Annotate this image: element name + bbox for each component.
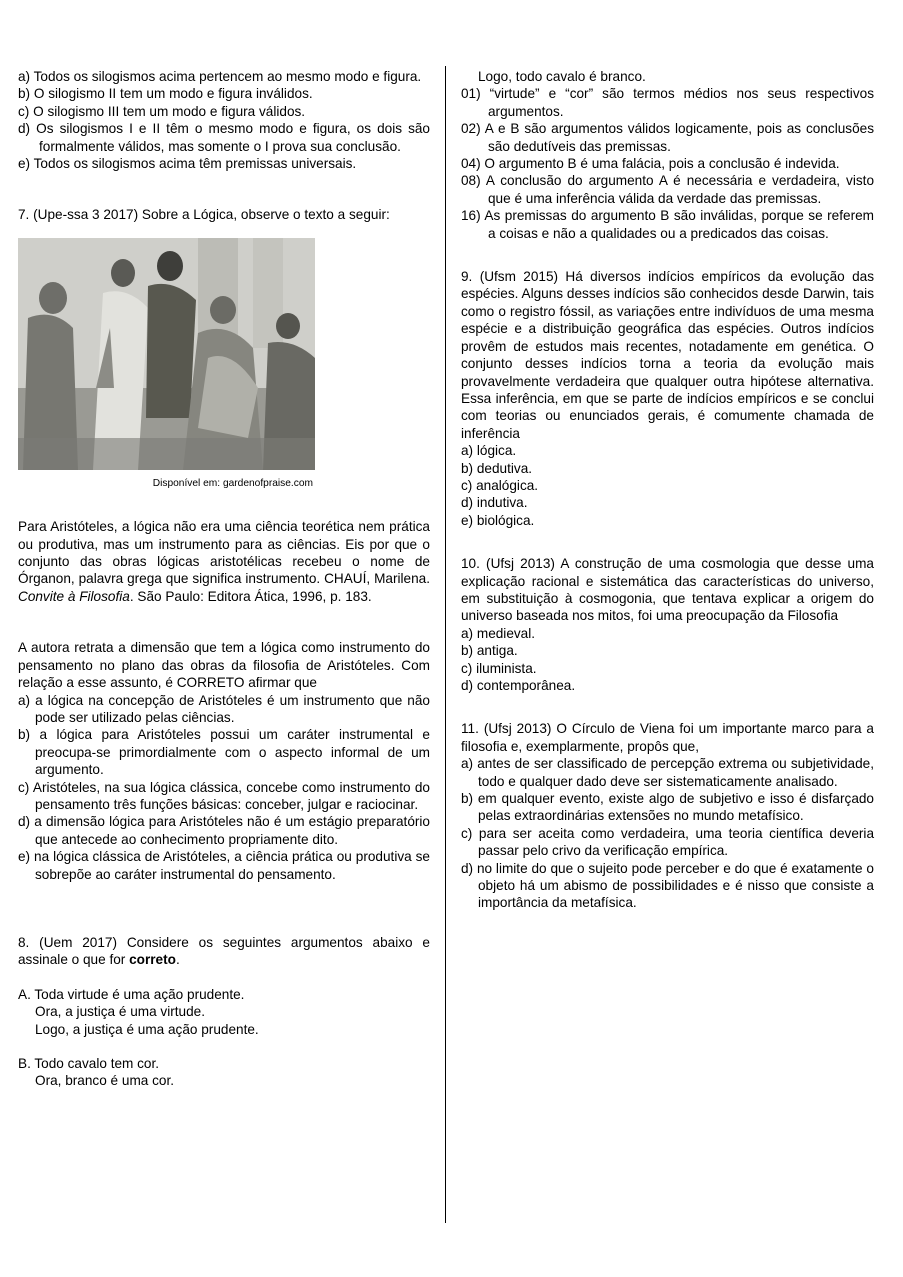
question-9-header: 9. (Ufsm 2015) Há diversos indícios empíricos da evolução das espécies. Alguns desses indícios são conhecidos desde Darwin, tais como o registro fóssil, as variações entre indivíduos de uma mesma espécie e a distribuição geográfica das espécies. Outros indícios provêm de estudos mais recentes, notadamente em genética. O conjunto desses indícios torna a teoria da evolução mais provavelmente verdadeira que qualquer outra hipótese alternativa. Essa inferência, em que se parte de indícios empíricos e se conclui com teorias ou enunciados gerais, é comumente chamada de inferência <box>461 269 874 441</box>
q8-header-text: 8. (Uem 2017) Considere os seguintes argumentos abaixo e assinale o que for <box>18 934 430 968</box>
option-a: a) Todos os silogismos acima pertencem ao mesmo modo e figura. <box>18 69 422 84</box>
argument-b-line-1: B. Todo cavalo tem cor. <box>18 1056 160 1071</box>
q10-option-a: a) medieval. <box>461 625 536 641</box>
q11-option-c: c) para ser aceita como verdadeira, uma teoria científica deveria passar pelo crivo da verificação empírica. <box>461 825 874 859</box>
q9-option-e: e) biológica. <box>461 512 535 528</box>
question-7 <box>18 206 430 883</box>
aristotle-painting-image <box>18 238 315 470</box>
question-8-header <box>18 934 430 969</box>
q7-option-e: e) na lógica clássica de Aristóteles, a ciência prática ou produtiva se sobrepõe ao caráter instrumental do pensamento. <box>18 849 430 882</box>
image-caption: Disponível em: gardenofpraise.com <box>152 477 313 489</box>
quote-body: Para Aristóteles, a lógica não era uma ciência teorética nem prática ou produtiva, mas um instrumento para as ciências. Eis por que o conjunto das obras lógicas aristotélicas recebeu o nome de Órganon, palavra grega que significa instrumento. <box>18 519 430 587</box>
q10-option-b: b) antiga. <box>461 643 518 659</box>
q7-option-b: b) a lógica para Aristóteles possui um caráter instrumental e preocupa-se primordialmente com o aspecto informal de um argumento. <box>18 727 430 778</box>
argument-b-line-2: Ora, branco é uma cor. <box>35 1073 175 1089</box>
q8-header-bold: correto <box>129 952 176 968</box>
question-8-continued <box>461 68 874 242</box>
q9-option-a: a) lógica. <box>461 443 517 459</box>
argument-a-line-2: Ora, a justiça é uma virtude. <box>35 1004 205 1020</box>
q7-option-d: d) a dimensão lógica para Aristóteles não é um estágio preparatório que antecede ao conhecimento propriamente dito. <box>18 814 430 847</box>
option-c: c) O silogismo III tem um modo e figura válidos. <box>18 103 306 119</box>
q7-option-c: c) Aristóteles, na sua lógica clássica, concebe como instrumento do pensamento três funções básicas: conceber, julgar e raciocinar. <box>18 779 430 812</box>
q9-option-b: b) dedutiva. <box>461 460 533 476</box>
q8-header-end: . <box>175 952 180 968</box>
q8-option-16: 16) As premissas do argumento B são inválidas, porque se referem a coisas e não a qualidades ou a predicados das coisas. <box>461 208 874 241</box>
q8-option-01: 01) “virtude” e “cor” são termos médios nos seus respectivos argumentos. <box>461 86 874 119</box>
question-11 <box>461 720 874 911</box>
question-7-stem: A autora retrata a dimensão que tem a lógica como instrumento do pensamento no plano das obras da filosofia de Aristóteles. Com relação a esse assunto, é CORRETO afirmar que <box>18 640 430 691</box>
option-e: e) Todos os silogismos acima têm premissas universais. <box>18 156 357 172</box>
question-10 <box>461 555 874 694</box>
previous-question-options <box>18 68 430 172</box>
citation-author: CHAUÍ, Marilena. <box>324 571 430 587</box>
question-10-header: 10. (Ufsj 2013) A construção de uma cosmologia que desse uma explicação racional e sistemática das características do universo, em substituição à cosmogonia, que tentava explicar a origem do universo baseada nos mitos, foi uma preocupação da Filosofia <box>461 556 874 624</box>
q10-option-c: c) iluminista. <box>461 660 537 676</box>
option-b: b) O silogismo II tem um modo e figura inválidos. <box>18 86 313 102</box>
column-divider <box>445 66 446 1223</box>
citation-rest: . São Paulo: Editora Ática, 1996, p. 183. <box>129 588 372 604</box>
q8-option-04: 04) O argumento B é uma falácia, pois a conclusão é indevida. <box>461 156 840 172</box>
question-8 <box>18 934 430 1090</box>
q10-option-d: d) contemporânea. <box>461 678 576 693</box>
option-d: d) Os silogismos I e II têm o mesmo modo e figura, os dois são formalmente válidos, mas somente o I prova sua conclusão. <box>18 121 430 154</box>
citation-title: Convite à Filosofia <box>18 588 130 604</box>
q11-option-d: d) no limite do que o sujeito pode perceber e do que é exatamente o objeto há um abismo de possibilidades e é nisso que consiste a importância da metafísica. <box>461 860 874 911</box>
painting-illustration <box>18 238 315 470</box>
q7-option-a: a) a lógica na concepção de Aristóteles é um instrumento que não pode ser utilizado pelas ciências. <box>18 692 430 725</box>
question-9 <box>461 268 874 529</box>
q9-option-c: c) analógica. <box>461 477 539 493</box>
q8-option-08: 08) A conclusão do argumento A é necessária e verdadeira, visto que é uma inferência válida da verdade das premissas. <box>461 173 874 206</box>
argument-b-line-3: Logo, todo cavalo é branco. <box>478 69 646 84</box>
q9-option-d: d) indutiva. <box>461 495 528 511</box>
question-11-header: 11. (Ufsj 2013) O Círculo de Viena foi um importante marco para a filosofia e, exemplarmente, propôs que, <box>461 721 874 754</box>
painting-figure <box>18 238 315 492</box>
q11-option-b: b) em qualquer evento, existe algo de subjetivo e isso é disfarçado pelas extraordinárias extensões no mundo metafísico. <box>461 791 874 824</box>
argument-a-line-1: A. Toda virtude é uma ação prudente. <box>18 986 245 1002</box>
right-column <box>461 68 874 912</box>
argument-a-line-3: Logo, a justiça é uma ação prudente. <box>35 1021 259 1037</box>
left-column <box>18 68 430 1090</box>
question-7-header: 7. (Upe-ssa 3 2017) Sobre a Lógica, observe o texto a seguir: <box>18 207 390 223</box>
q8-option-02: 02) A e B são argumentos válidos logicamente, pois as conclusões são dedutíveis das premissas. <box>461 121 874 154</box>
q11-option-a: a) antes de ser classificado de percepção extrema ou subjetividade, todo e qualquer dado deve ser sistematicamente analisado. <box>461 756 874 789</box>
quote-text <box>18 518 430 605</box>
